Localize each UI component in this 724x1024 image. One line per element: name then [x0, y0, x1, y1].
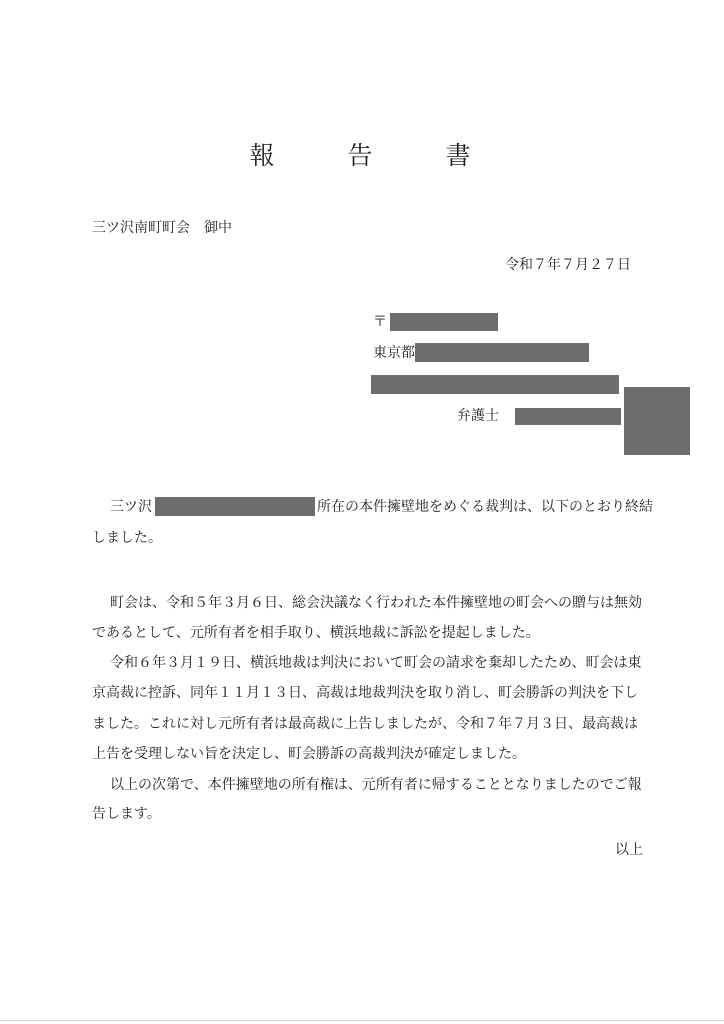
redacted-postal-code — [390, 313, 498, 331]
paragraph1-line2: しました。 — [92, 530, 162, 546]
redacted-seal-stamp — [624, 387, 690, 455]
paragraph2-line1: 町会は、令和５年３月６日、総会決議なく行われた本件擁壁地の町会への贈与は無効 — [110, 595, 642, 611]
sender-role: 弁護士 — [457, 408, 499, 424]
document-title: 報 告 書 — [249, 141, 495, 170]
paragraph4-line2: 告します。 — [92, 806, 161, 822]
closing-mark: 以上 — [615, 842, 643, 858]
paragraph3-line2: 京高裁に控訴、同年１１月１３日、高裁は地裁判決を取り消し、町会勝訴の判決を下し — [92, 685, 638, 701]
paragraph1-rest: 所在の本件擁壁地をめぐる裁判は、以下のとおり終結 — [317, 499, 653, 515]
paragraph4-line1: 以上の次第で、本件擁壁地の所有権は、元所有者に帰することとなりましたのでご報 — [110, 777, 642, 793]
paragraph2-line2: であるとして、元所有者を相手取り、横浜地裁に訴訟を提起しました。 — [92, 625, 540, 641]
addressee: 三ツ沢南町町会 御中 — [92, 220, 232, 236]
paragraph1-lead: 三ツ沢 — [110, 499, 152, 515]
redacted-location — [155, 497, 315, 516]
postal-mark: 〒 — [373, 314, 387, 330]
report-date: 令和７年７月２７日 — [505, 257, 631, 273]
paragraph3-line4: 上告を受理しない旨を決定し、町会勝訴の高裁判決が確定しました。 — [92, 746, 526, 762]
redacted-address-line1 — [415, 343, 589, 362]
redacted-lawyer-name — [515, 408, 621, 425]
sender-city: 東京都 — [373, 345, 415, 361]
redacted-address-line2 — [371, 375, 619, 394]
paragraph3-line1: 令和６年３月１９日、横浜地裁は判決において町会の請求を棄却したため、町会は東 — [110, 655, 642, 671]
scan-edge-line — [0, 1020, 724, 1021]
paragraph3-line3: ました。これに対し元所有者は最高裁に上告しましたが、令和７年７月３日、最高裁は — [92, 716, 638, 732]
